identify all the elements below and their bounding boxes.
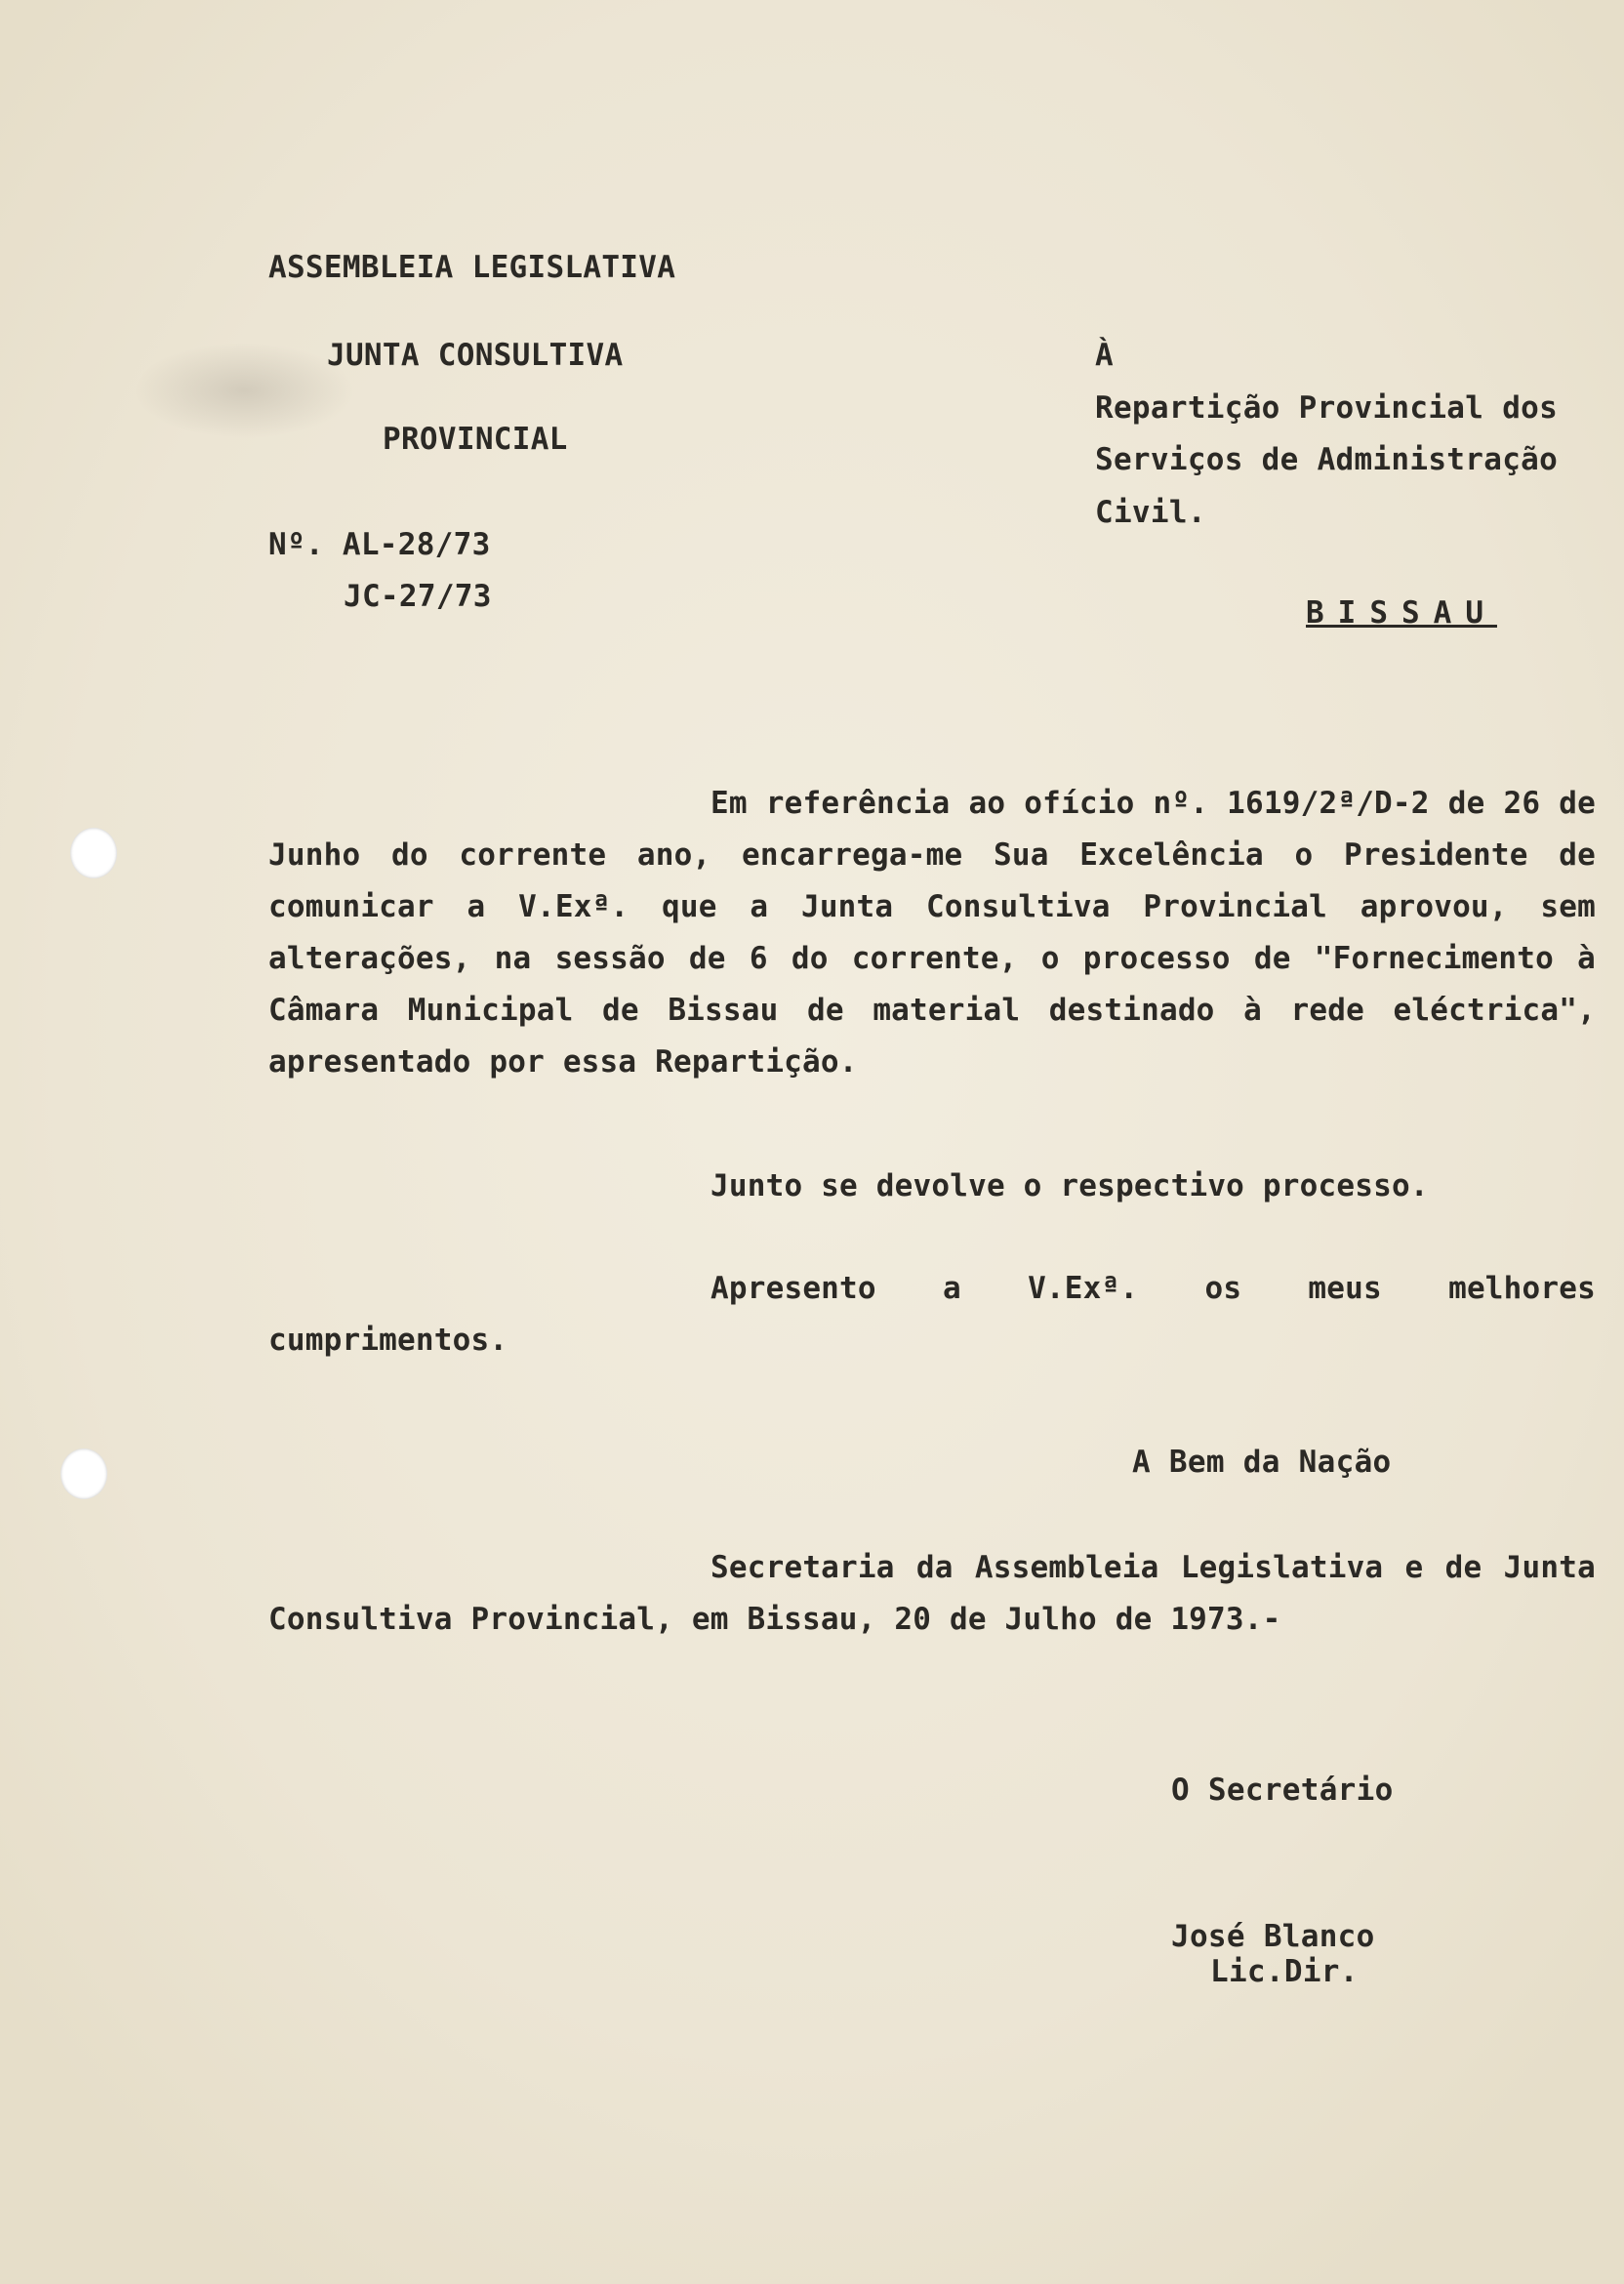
- punch-hole-bottom: [61, 1448, 107, 1499]
- signatory-name: José Blanco: [1171, 1919, 1375, 1954]
- org-name-line3: PROVINCIAL: [383, 422, 568, 457]
- org-name-line2: JUNTA CONSULTIVA: [327, 338, 624, 373]
- addressee-line1: Repartição Provincial dos: [1095, 390, 1559, 426]
- org-name-line1: ASSEMBLEIA LEGISLATIVA: [268, 250, 676, 285]
- body-paragraph-1: Em referência ao ofício nº. 1619/2ª/D-2 de 26 de Junho do corrente ano, encarrega-me Sua Excelência o Presidente de comunicar a V.Exª. que a Junta Consultiva Provincial aprovou, sem alterações, na sessão de 6 do corrente, o processo de "Fornecimento à Câmara Municipal de Bissau de material destinado à rede eléctrica", apresentado por essa Repartição.: [268, 786, 1596, 1080]
- signatory-credential: Lic.Dir.: [1210, 1954, 1359, 1989]
- addressee-prefix: À: [1095, 338, 1114, 373]
- reference-number-al: Nº. AL-28/73: [268, 527, 491, 562]
- place-and-date: Secretaria da Assembleia Legislativa e de Junta Consultiva Provincial, em Bissau, 20 de Julho de 1973.-: [268, 1550, 1596, 1637]
- punch-hole-top: [70, 828, 117, 878]
- reference-number-jc: JC-27/73: [344, 579, 492, 614]
- closing-salutation: A Bem da Nação: [1132, 1445, 1392, 1480]
- addressee-line3: Civil.: [1095, 495, 1206, 530]
- signatory-title: O Secretário: [1171, 1773, 1394, 1808]
- body-paragraph-2: Junto se devolve o respectivo processo.: [710, 1168, 1429, 1203]
- body-paragraph-3: Apresento a V.Exª. os meus melhores cumprimentos.: [268, 1271, 1596, 1358]
- addressee-line2: Serviços de Administração: [1095, 442, 1559, 477]
- addressee-city: BISSAU: [1306, 595, 1497, 631]
